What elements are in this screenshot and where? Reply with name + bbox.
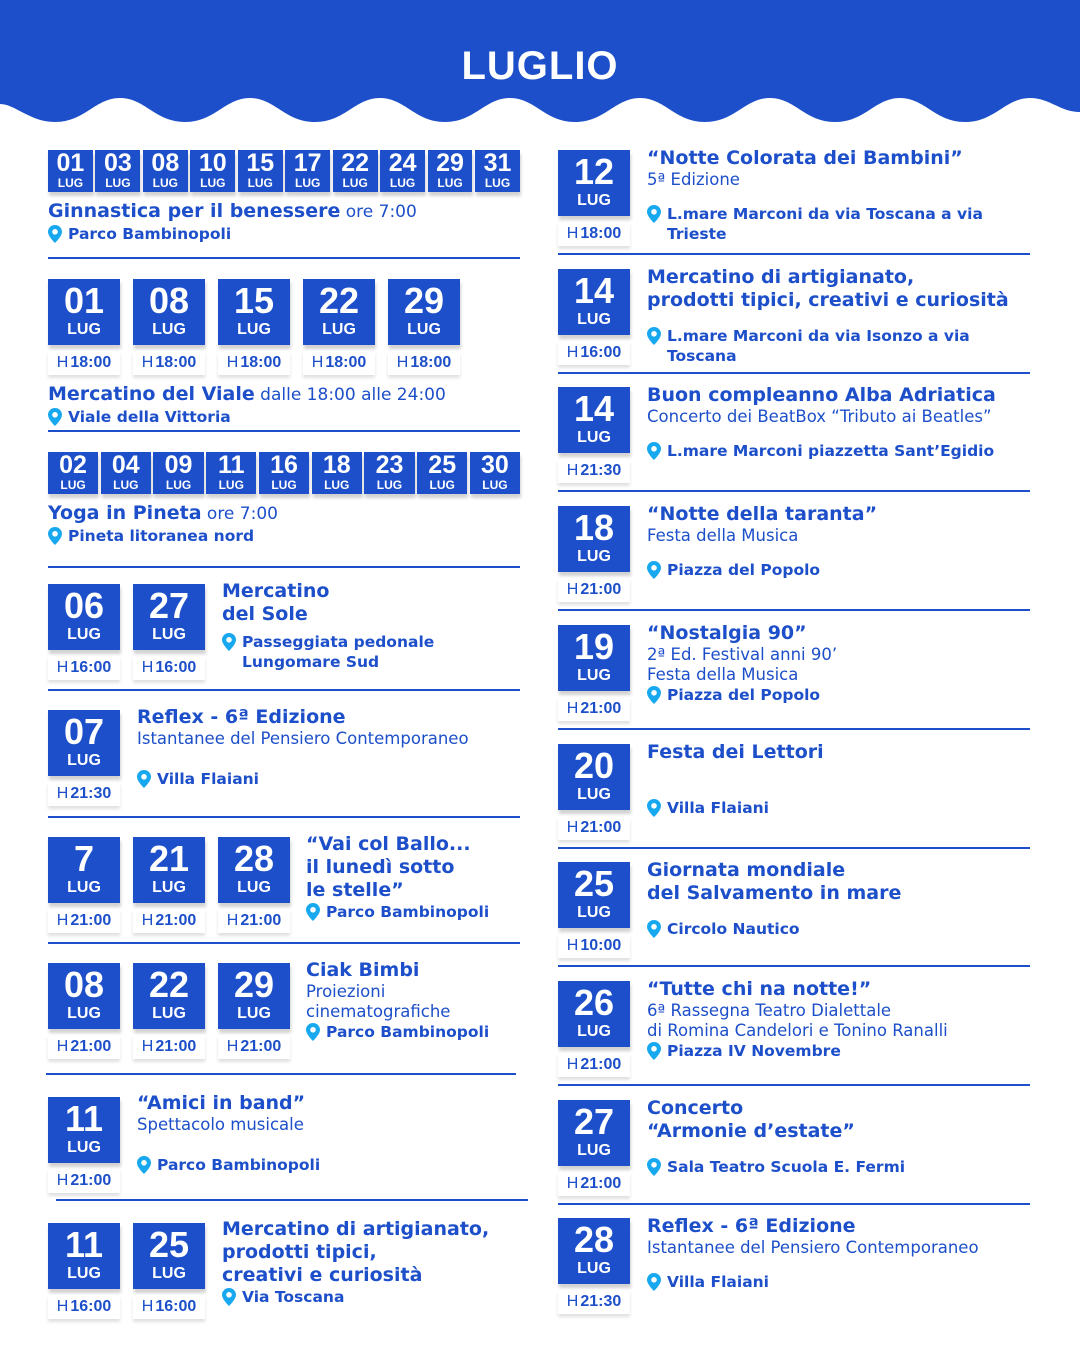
event-location: Via Toscana [222, 1287, 522, 1307]
event-subtitle: 2ª Ed. Festival anni 90’ Festa della Musica [647, 644, 838, 684]
event-title: Buon compleanno Alba Adriatica [647, 384, 996, 407]
date-box: 12 LUG H 18:00 [558, 150, 630, 246]
date-chip: 08 LUG [143, 150, 188, 192]
location-pin-icon [647, 327, 661, 345]
event-location: Villa Flaiani [647, 798, 1037, 818]
date-box: 29 LUG H 21:00 [218, 963, 290, 1059]
event-location: Parco Bambinopoli [48, 224, 520, 244]
date-box: 29 LUG H 18:00 [388, 279, 460, 375]
date-chip: 30 LUG [470, 452, 520, 494]
event-location: L.mare Marconi da via Isonzo a via Toscana [647, 326, 1037, 366]
event-text [647, 503, 1037, 580]
location-pin-icon [48, 408, 62, 426]
event-text [647, 1215, 1037, 1292]
event-mercatino-sole [48, 580, 520, 680]
event-subtitle: Festa della Musica [647, 526, 799, 546]
event-title: Yoga in Pineta ore 7:00 [48, 502, 278, 524]
date-box: 15 LUG H 18:00 [218, 279, 290, 375]
date-chip: 10 LUG [190, 150, 235, 192]
date-box: 11 LUG H 16:00 [48, 1223, 120, 1319]
event-location: Pineta litoranea nord [48, 526, 520, 546]
location-pin-icon [647, 1158, 661, 1176]
location-pin-icon [306, 1023, 320, 1041]
event-title: Ginnastica per il benessere ore 7:00 [48, 200, 417, 222]
event-subtitle: Istantanee del Pensiero Contemporaneo [137, 729, 469, 748]
location-pin-icon [48, 225, 62, 243]
date-chips [48, 452, 520, 494]
event-subtitle: 6ª Rassegna Teatro Dialettale di Romina Candelori e Tonino Ranalli [647, 1000, 948, 1040]
location-pin-icon [647, 561, 661, 579]
event-text [647, 622, 1037, 705]
event-reflex [48, 706, 520, 806]
event-location: Viale della Vittoria [48, 407, 520, 427]
event-text [647, 1097, 1037, 1177]
date-chip: 16 LUG [259, 452, 309, 494]
event-location: Passeggiata pedonale Lungomare Sud [222, 632, 522, 672]
divider [56, 1199, 528, 1201]
location-pin-icon [222, 633, 236, 651]
event-mercatino-viale [48, 279, 520, 427]
divider [46, 1073, 516, 1075]
location-pin-icon [48, 527, 62, 545]
event-row [558, 384, 1030, 483]
event-location: Piazza del Popolo [647, 560, 1037, 580]
divider [558, 609, 1030, 611]
event-title: Mercatino di artigianato, prodotti tipici, creativi e curiosità [222, 1218, 490, 1286]
divider [558, 253, 1030, 255]
event-row [558, 859, 1030, 958]
event-subtitle: Concerto dei BeatBox “Tributo ai Beatles” [647, 407, 992, 427]
date-chip: 29 LUG [428, 150, 473, 192]
date-box: 18 LUG H 21:00 [558, 506, 630, 602]
event-row [558, 621, 1030, 721]
event-ciak-bimbi [48, 959, 520, 1059]
event-text [647, 741, 1037, 818]
date-box: 08 LUG H 21:00 [48, 963, 120, 1059]
date-box: 27 LUG H 16:00 [133, 584, 205, 680]
date-boxes [48, 279, 520, 375]
event-title: Festa dei Lettori [647, 740, 824, 763]
date-chip: 22 LUG [333, 150, 378, 192]
divider [48, 566, 520, 568]
event-row [558, 1096, 1030, 1196]
date-chip: 11 LUG [206, 452, 256, 494]
date-chip: 03 LUG [95, 150, 140, 192]
date-chip: 31 LUG [475, 150, 520, 192]
date-box: 28 LUG H 21:00 [218, 837, 290, 933]
event-location: Parco Bambinopoli [137, 1155, 527, 1175]
event-subtitle: Istantanee del Pensiero Contemporaneo [647, 1238, 979, 1258]
event-row [558, 503, 1030, 602]
date-box: 26 LUG H 21:00 [558, 981, 630, 1077]
divider [48, 430, 520, 432]
event-title: “Tutte chi na notte!” [647, 977, 872, 1000]
event-yoga [48, 452, 520, 546]
event-title: Concerto “Armonie d’estate” [647, 1096, 855, 1142]
divider [558, 1203, 1030, 1205]
date-chip: 24 LUG [380, 150, 425, 192]
event-text [647, 384, 1037, 461]
event-title: “Vai col Ballo... il lunedì sotto le stelle” [306, 833, 471, 901]
date-chip: 04 LUG [101, 452, 151, 494]
date-box: 22 LUG H 21:00 [133, 963, 205, 1059]
divider [558, 372, 1030, 374]
event-text [647, 266, 1037, 366]
event-amici-in-band [48, 1092, 520, 1193]
event-title: “Nostalgia 90” [647, 621, 807, 644]
event-title: Mercatino del Viale dalle 18:00 alle 24:00 [48, 383, 446, 405]
date-chip: 15 LUG [238, 150, 283, 192]
event-text [306, 833, 526, 922]
location-pin-icon [647, 686, 661, 704]
divider [558, 1084, 1030, 1086]
date-box: 22 LUG H 18:00 [303, 279, 375, 375]
location-pin-icon [137, 1156, 151, 1174]
event-row [558, 977, 1030, 1077]
event-location: L.mare Marconi piazzetta Sant’Egidio [647, 441, 1037, 461]
date-box: 11 LUG H 21:00 [48, 1097, 120, 1193]
page-title: LUGLIO [461, 44, 619, 88]
date-box: 21 LUG H 21:00 [133, 837, 205, 933]
event-text [222, 1218, 522, 1307]
date-chip: 18 LUG [312, 452, 362, 494]
date-chip: 02 LUG [48, 452, 98, 494]
location-pin-icon [647, 442, 661, 460]
event-vai-col-ballo [48, 833, 520, 933]
event-location: Sala Teatro Scuola E. Fermi [647, 1157, 1037, 1177]
date-box: 25 LUG H 16:00 [133, 1223, 205, 1319]
date-box: 25 LUG H 10:00 [558, 862, 630, 958]
event-location: Piazza IV Novembre [647, 1041, 1037, 1061]
location-pin-icon [306, 903, 320, 921]
event-text [647, 147, 1037, 244]
date-box: 14 LUG H 21:30 [558, 387, 630, 483]
date-box: 27 LUG H 21:00 [558, 1100, 630, 1196]
divider [558, 965, 1030, 967]
event-location: Piazza del Popolo [647, 685, 1037, 705]
divider [48, 257, 520, 259]
event-title: Mercatino del Sole [222, 580, 330, 625]
event-subtitle: Proiezioni cinematografiche [306, 982, 451, 1021]
date-box: 19 LUG H 21:00 [558, 625, 630, 721]
header-banner [0, 0, 1080, 130]
date-chip: 09 LUG [153, 452, 203, 494]
event-location: Villa Flaiani [647, 1272, 1037, 1292]
divider [558, 847, 1030, 849]
event-title: Ciak Bimbi [306, 959, 420, 981]
date-chip: 25 LUG [417, 452, 467, 494]
event-text [647, 859, 1037, 939]
date-chip: 01 LUG [48, 150, 93, 192]
event-title: Giornata mondiale del Salvamento in mare [647, 859, 902, 905]
divider [558, 490, 1030, 492]
event-text [647, 978, 1037, 1061]
event-location: Parco Bambinopoli [306, 1022, 526, 1042]
divider [48, 816, 520, 818]
event-title: Reflex - 6ª Edizione [647, 1215, 856, 1238]
divider [48, 942, 520, 944]
event-location: L.mare Marconi da via Toscana a via Trieste [647, 204, 1037, 244]
date-chips [48, 150, 520, 192]
event-subtitle: Spettacolo musicale [137, 1115, 304, 1134]
event-ginnastica [48, 150, 520, 244]
date-box: 20 LUG H 21:00 [558, 744, 630, 840]
event-title: “Notte Colorata dei Bambini” [647, 147, 963, 169]
location-pin-icon [647, 920, 661, 938]
location-pin-icon [222, 1288, 236, 1306]
location-pin-icon [647, 205, 661, 223]
event-title: “Notte della taranta” [647, 503, 878, 526]
event-text [137, 1092, 527, 1175]
date-box: 01 LUG H 18:00 [48, 279, 120, 375]
date-box: 7 LUG H 21:00 [48, 837, 120, 933]
date-box: 14 LUG H 16:00 [558, 269, 630, 365]
divider [558, 728, 1030, 730]
date-box: 07 LUG H 21:30 [48, 710, 120, 806]
date-box: 28 LUG H 21:30 [558, 1218, 630, 1314]
event-row [558, 265, 1030, 365]
event-title: “Amici in band” [137, 1092, 306, 1114]
divider [48, 689, 520, 691]
date-chip: 17 LUG [285, 150, 330, 192]
event-row [558, 147, 1030, 246]
event-row [558, 740, 1030, 840]
location-pin-icon [137, 770, 151, 788]
event-mercatino-artigianato [48, 1218, 520, 1319]
event-title: Mercatino di artigianato, prodotti tipici, creativi e curiosità [647, 265, 1009, 311]
date-box: 08 LUG H 18:00 [133, 279, 205, 375]
location-pin-icon [647, 1042, 661, 1060]
event-text [222, 580, 522, 672]
event-subtitle: 5ª Edizione [647, 170, 740, 189]
location-pin-icon [647, 799, 661, 817]
event-text [306, 959, 526, 1042]
event-title: Reflex - 6ª Edizione [137, 706, 346, 728]
event-row [558, 1215, 1030, 1314]
date-box: 06 LUG H 16:00 [48, 584, 120, 680]
event-location: Villa Flaiani [137, 769, 527, 789]
date-chip: 23 LUG [364, 452, 414, 494]
event-location: Circolo Nautico [647, 919, 1037, 939]
event-location: Parco Bambinopoli [306, 902, 526, 922]
event-text [137, 706, 527, 789]
location-pin-icon [647, 1273, 661, 1291]
